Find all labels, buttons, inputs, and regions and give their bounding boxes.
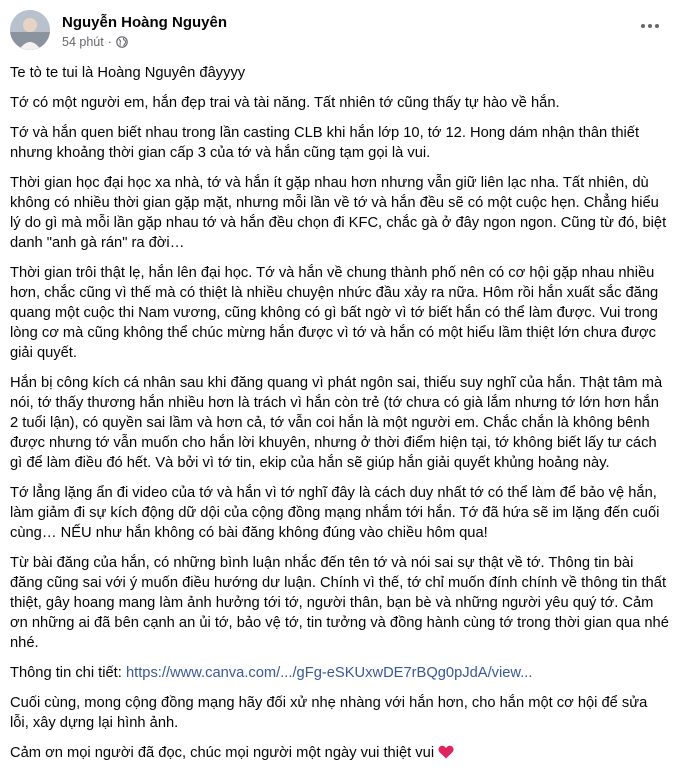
meta-separator: · xyxy=(107,35,112,49)
link-paragraph xyxy=(10,663,670,683)
paragraph: Tớ và hắn quen biết nhau trong lần casting CLB khi hắn lớp 10, tớ 12. Hong dám nhận thân thiết nhưng khoảng thời gian cấp 3 của tớ và hắn cũng tạm gọi là vui. xyxy=(10,125,640,161)
paragraph: Thời gian trôi thật lẹ, hắn lên đại học. Tớ và hắn về chung thành phố nên có cơ hội gặp nhau nhiều hơn, chắc cũng vì thế mà có thiệt là nhiều chuyện nhức đầu xảy ra nữa. Hôm rồi hắn xuất sắc đăng quang một cuộc thi Nam vương, cũng không có gì bất ngờ vì tớ biết hắn có thể làm được. Vui trong lòng cơ mà cũng không thể chúc mừng hắn được vì tớ và hắn có một hiểu lầm thiệt lớn chưa được giải quyết. xyxy=(10,265,659,361)
more-options-icon[interactable] xyxy=(636,16,664,36)
globe-icon xyxy=(116,36,128,48)
canva-link[interactable]: https://www.canva.com/.../gFg-eSKUxwDE7rBQg0pJdA/view... xyxy=(125,665,533,681)
thanks-paragraph xyxy=(10,743,670,763)
paragraph: Từ bài đăng của hắn, có những bình luận nhắc đến tên tớ và nói sai sự thật về tớ. Thông tin bài đăng cũng sai với ý muốn điều hướng dư luận. Chính vì thế, tớ chỉ muốn đính chính về thông tin thất thiệt, gây hoang mang làm ảnh hưởng tới tớ, người thân, bạn bè và những người yêu quý tớ. Cảm ơn những ai đã bên cạnh an ủi tớ, bảo vệ tớ, tin tưởng và đồng hành cùng tớ trong thời gian qua nhé nhé. xyxy=(10,555,669,651)
paragraph: Hắn bị công kích cá nhân sau khi đăng quang vì phát ngôn sai, thiếu suy nghĩ của hắn. Thật tâm mà nói, tớ thấy thương hắn nhiều hơn là trách vì hắn còn trẻ (tớ chưa có già lắm nhưng tớ lớn hơn hắn 2 tuổi lận), có quyền sai lầm và hơn cả, tớ vẫn coi hắn là một người em. Chắc chắn là không bênh được nhưng tớ vẫn muốn cho hắn lời khuyên, nhưng ở thời điểm hiện tại, tớ không biết lấy tư cách gì để làm điều đó hết. Và bởi vì tớ tin, ekip của hắn sẽ giúp hắn giải quyết khủng hoảng này. xyxy=(10,375,663,471)
paragraph: Te tò te tui là Hoàng Nguyên đâyyyy xyxy=(10,65,246,81)
closing-paragraph: Cuối cùng, mong cộng đồng mạng hãy đối xử nhẹ nhàng với hắn hơn, cho hắn một cơ hội để sửa lỗi, xây dựng lại hình ảnh. xyxy=(10,695,648,731)
red-heart-icon xyxy=(438,745,454,759)
paragraph: Tớ có một người em, hắn đẹp trai và tài năng. Tất nhiên tớ cũng thấy tự hào về hắn. xyxy=(10,95,560,111)
post-header xyxy=(10,10,670,54)
paragraph: Thời gian học đại học xa nhà, tớ và hắn ít gặp nhau hơn nhưng vẫn giữ liên lạc nha. Tất nhiên, dù không có nhiều thời gian gặp mặt, nhưng mỗi lần về tớ và hắn đều sẽ có một cuộc hẹn. Chẳng hiểu lý do gì mà mỗi lần gặp nhau tớ và hắn đều chọn đi KFC, chắc gà ở đây ngon ngon. Cũng từ đó, biệt danh "anh gà rán" ra đời… xyxy=(10,175,667,251)
paragraph: Tớ lẳng lặng ẩn đi video của tớ và hắn vì tớ nghĩ đây là cách duy nhất tớ có thể làm để bảo vệ hắn, làm giảm đi sự kích động dữ dội của cộng đồng mạng nhắm tới hắn. Tớ đã hứa sẽ im lặng đến cuối cùng… NẾU như hắn không có bài đăng không đúng vào chiều hôm qua! xyxy=(10,485,660,541)
author-name[interactable]: Nguyễn Hoàng Nguyên xyxy=(62,14,228,31)
post-time[interactable]: 54 phút xyxy=(62,35,104,49)
link-label: Thông tin chi tiết: xyxy=(10,665,122,681)
avatar[interactable] xyxy=(10,10,50,50)
post-body xyxy=(10,63,670,773)
post-meta xyxy=(62,35,128,49)
thanks-text: Cảm ơn mọi người đã đọc, chúc mọi người một ngày vui thiệt vui xyxy=(10,745,435,761)
